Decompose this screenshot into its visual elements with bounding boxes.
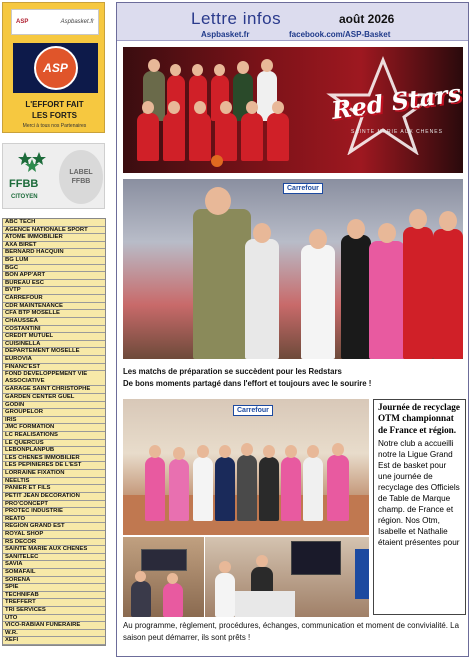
sponsor-item: AGENCE NATIONALE SPORT xyxy=(3,227,105,235)
red-stars-logo: Red Stars xyxy=(329,78,463,125)
newsletter-title: Lettre infos xyxy=(191,9,282,28)
partner-banner xyxy=(11,9,99,35)
website-link[interactable]: Aspbasket.fr xyxy=(201,30,250,39)
sponsor-item: VICO-RABIAN FUNERAIRE xyxy=(3,622,105,630)
sponsor-item: LEBONPLANPUB xyxy=(3,447,105,455)
basketball-icon xyxy=(211,155,223,167)
sponsor-item: TECHNIFAB xyxy=(3,592,105,600)
sponsor-item: LC REALISATIONS xyxy=(3,432,105,440)
sponsor-item: CFA BTP MOSELLE xyxy=(3,310,105,318)
sponsor-item: GARAGE SAINT CHRISTOPHE xyxy=(3,386,105,394)
motto-line-1: L'EFFORT FAIT xyxy=(25,100,84,109)
caption-1-line-2: De bons moments partagé dans l'effort et toujours avec le sourire ! xyxy=(123,379,372,388)
partner-left-text: ASP xyxy=(16,19,29,25)
sponsor-item: JMC FORMATION xyxy=(3,424,105,432)
ffbb-label-badge xyxy=(59,150,103,204)
sponsor-item: TREFFERT xyxy=(3,599,105,607)
carrefour-sign-2: Carrefour xyxy=(233,405,273,416)
sponsor-item: CDR MAINTENANCE xyxy=(3,303,105,311)
sponsor-item: GROUPELOR xyxy=(3,409,105,417)
motto-line-3: Merci à tous nos Partenaires xyxy=(22,123,87,129)
sponsor-item: CREDIT MUTUEL xyxy=(3,333,105,341)
label-line-2: FFBB xyxy=(71,178,91,185)
sponsor-item: BGC xyxy=(3,265,105,273)
sponsor-item: BON APP'ART xyxy=(3,272,105,280)
sponsor-item: GODIN xyxy=(3,402,105,410)
stars-icon xyxy=(17,150,47,174)
photo-caption-1 xyxy=(123,366,463,390)
sponsor-item: TRI SERVICES xyxy=(3,607,105,615)
sponsor-item: BG LUM xyxy=(3,257,105,265)
newsletter-date: août 2026 xyxy=(339,12,395,26)
article-body: Notre club a accueilli notre la Ligue Grand Est de basket pour une journée de recyclage des Officiels de Table de Marque champ. de France et région. Nos Otm, Isabelle et Nathalie étaient présentes pour xyxy=(378,439,460,548)
sponsor-item: CUISINELLA xyxy=(3,341,105,349)
team-photo xyxy=(123,47,463,173)
ffbb-label-panel xyxy=(2,143,105,209)
facebook-link[interactable]: facebook.com/ASP-Basket xyxy=(289,30,391,39)
sponsor-item: FOND DEVELOPPEMENT VIE ASSOCIATIVE xyxy=(3,371,105,386)
sponsor-item: LE QUERCUS xyxy=(3,440,105,448)
sponsor-item: PANIER ET FILS xyxy=(3,485,105,493)
training-photo-2 xyxy=(205,537,369,617)
motto-line-2: LES FORTS xyxy=(32,111,77,120)
sponsor-item: PETIT JEAN DECORATION xyxy=(3,493,105,501)
photo-caption-2: Au programme, règlement, procédures, échanges, communication et moment de convivialité. La saison peut démarrer, ils sont prêts ! xyxy=(123,621,459,642)
sponsor-item: LORRAINE FIXATION xyxy=(3,470,105,478)
sponsor-item: ATOME IMMOBILIER xyxy=(3,234,105,242)
sponsor-item: PRO'CONCEPT xyxy=(3,501,105,509)
sponsor-item: REATO xyxy=(3,516,105,524)
sponsor-item: GARDEN CENTER GUEL xyxy=(3,394,105,402)
basketball-icon xyxy=(34,46,78,90)
sponsor-item: RS DECOR xyxy=(3,539,105,547)
sponsor-item: SANITELEC xyxy=(3,554,105,562)
sponsor-item: SOMAFAIL xyxy=(3,569,105,577)
training-photo-1 xyxy=(123,537,204,617)
sponsor-item: SPIE xyxy=(3,584,105,592)
sponsor-item: REGION GRAND EST xyxy=(3,523,105,531)
sponsor-item: ROYAL SHOP xyxy=(3,531,105,539)
sponsor-item: PROTEC INDUSTRIE xyxy=(3,508,105,516)
sponsor-item: XEFI xyxy=(3,637,105,645)
sponsor-item: BUREAU ESC xyxy=(3,280,105,288)
sponsor-item: AXA BIRET xyxy=(3,242,105,250)
sponsor-item: LES CHENES IMMOBILIER xyxy=(3,455,105,463)
label-line-1: LABEL xyxy=(69,169,93,176)
club-logo-panel xyxy=(2,2,105,133)
sponsor-item: UTO xyxy=(3,615,105,623)
team-banner-caption: SAINTE MARIE AUX CHENES xyxy=(351,129,443,135)
sponsor-item: BERNARD HACQUIN xyxy=(3,249,105,257)
otm-group-photo xyxy=(123,399,369,535)
otm-article xyxy=(373,399,466,615)
asp-logo-text: ASP xyxy=(43,61,68,75)
sponsor-item: FINANC'EST xyxy=(3,364,105,372)
sponsor-item: W.R. xyxy=(3,630,105,638)
asp-logo xyxy=(13,43,98,93)
sponsor-item: DEPARTEMENT MOSELLE xyxy=(3,348,105,356)
partner-right-text: Aspbasket.fr xyxy=(60,19,94,25)
screen xyxy=(141,549,187,571)
sponsor-item: SAINTE MARIE AUX CHENES xyxy=(3,546,105,554)
sponsor-item: EUROVIA xyxy=(3,356,105,364)
sponsor-item: NEELTIS xyxy=(3,478,105,486)
sponsor-item: IRIS xyxy=(3,417,105,425)
sponsor-item: ABC TECH xyxy=(3,219,105,227)
newsletter-main xyxy=(116,2,469,657)
sponsor-list xyxy=(2,218,106,646)
sponsor-item: SAVIA xyxy=(3,561,105,569)
article-title: Journée de recyclage OTM championnat de France et région. xyxy=(378,402,460,435)
sponsor-item: BVTP xyxy=(3,287,105,295)
ffbb-citoyen-logo xyxy=(7,148,55,206)
sponsor-item: COSTANTINI xyxy=(3,326,105,334)
ffbb-citoyen: CITOYEN xyxy=(11,194,38,200)
game-photo xyxy=(123,179,463,359)
sponsor-item: LES PEPINIERES DE L'EST xyxy=(3,462,105,470)
screen xyxy=(291,541,341,575)
ffbb-name: FFBB xyxy=(9,178,39,190)
newsletter-header xyxy=(117,3,468,41)
sponsor-item: CHAUSSEA xyxy=(3,318,105,326)
caption-1-line-1: Les matchs de préparation se succèdent pour les Redstars xyxy=(123,367,342,376)
sponsor-item: CARREFOUR xyxy=(3,295,105,303)
sponsor-item: SORENA xyxy=(3,577,105,585)
carrefour-sign: Carrefour xyxy=(283,183,323,194)
